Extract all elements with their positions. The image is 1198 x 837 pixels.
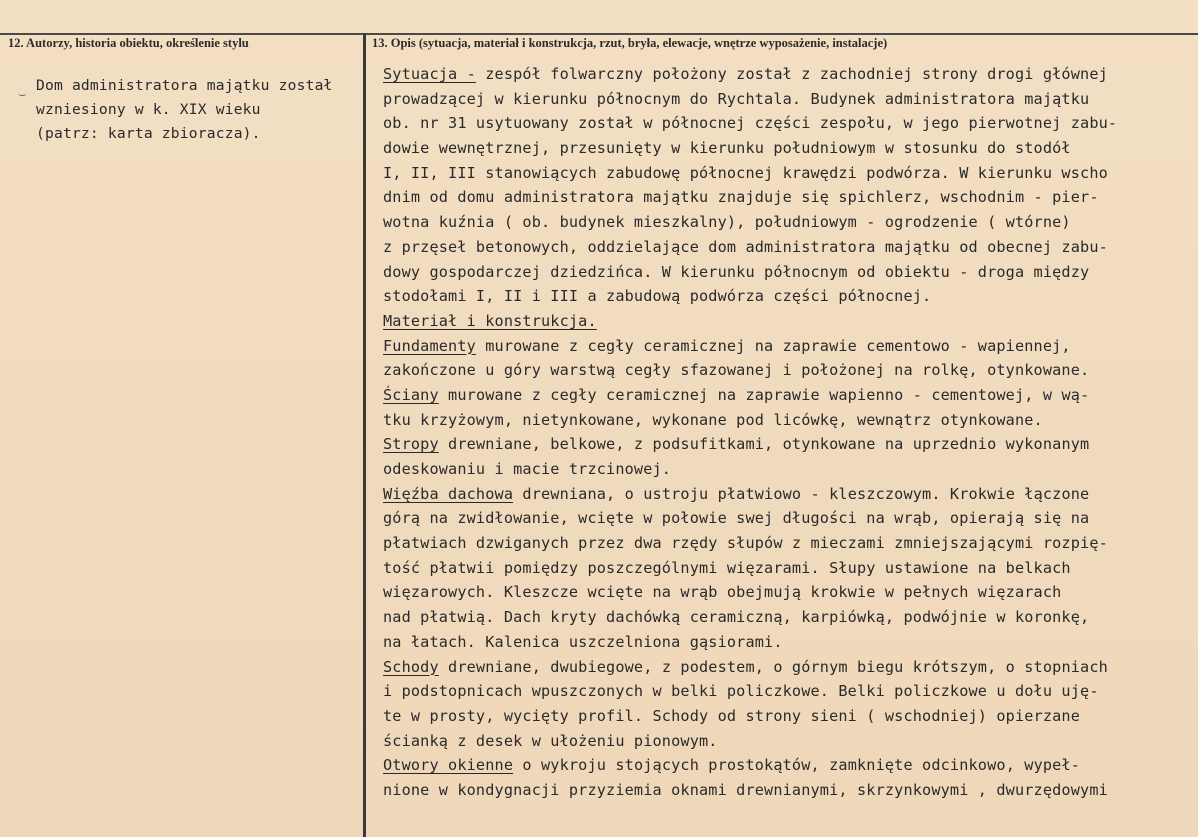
line-text: górą na zwidłowanie, wcięte w połowie swej długości na wrąb, opierają się na — [383, 509, 1090, 528]
line-text: z przęseł betonowych, oddzielające dom administratora majątku od obecnej zabu- — [383, 237, 1108, 256]
line-text: płatwiach dzwiganych przez dwa rzędy słupów z mieczami zmniejszającymi rozpię- — [383, 534, 1108, 553]
description-line — [383, 334, 1183, 359]
line-text: I, II, III stanowiących zabudowę północnej krawędzi podwórza. W kierunku wscho — [383, 163, 1108, 182]
line-text: tość płatwii pomiędzy poszczególnymi więzarami. Słupy ustawione na belkach — [383, 558, 1071, 577]
line-text: drewniane, dwubiegowe, z podestem, o górnym biegu krótszym, o stopniach — [438, 657, 1108, 676]
margin-mark: ‿ — [19, 84, 26, 97]
description-line — [383, 87, 1183, 112]
description-line — [383, 185, 1183, 210]
history-line: wzniesiony w k. XIX wieku — [36, 101, 261, 118]
description-line — [383, 309, 1183, 334]
line-text: tku krzyżowym, nietynkowane, wykonane pod licówkę, wewnątrz otynkowane. — [383, 410, 1043, 429]
description-line — [383, 556, 1183, 581]
description-line — [383, 506, 1183, 531]
line-text: nad płatwią. Dach kryty dachówką ceramiczną, karpiówką, podwójnie w koronkę, — [383, 608, 1090, 627]
description-line — [383, 161, 1183, 186]
description-line — [383, 753, 1183, 778]
underlined-heading: Materiał i konstrukcja. — [383, 311, 597, 330]
description-line — [383, 605, 1183, 630]
line-text: odeskowaniu i macie trzcinowej. — [383, 460, 672, 478]
line-text: i podstopnicach wpuszczonych w belki policzkowe. Belki policzkowe u dołu uję- — [383, 682, 1099, 701]
description-line — [383, 679, 1183, 704]
underlined-heading: Ściany — [383, 385, 439, 404]
description-line — [383, 136, 1183, 161]
description-line — [383, 778, 1183, 803]
top-rule — [0, 33, 1198, 35]
description-line — [383, 704, 1183, 729]
line-text: ob. nr 31 usytuowany został w północnej części zespołu, w jego pierwotnej zabu- — [383, 114, 1118, 133]
underlined-heading: Schody — [383, 657, 439, 676]
line-text: nione w kondygnacji przyziemia oknami drewnianymi, skrzynkowymi , dwurzędowymi — [383, 780, 1108, 799]
description-line — [383, 235, 1183, 260]
history-line: (patrz: karta zbioracza). — [36, 125, 261, 142]
line-text: prowadzącej w kierunku północnym do Rychtala. Budynek administratora majątku — [383, 89, 1090, 108]
line-text: wotna kuźnia ( ob. budynek mieszkalny), południowym - ogrodzenie ( wtórne) — [383, 213, 1071, 232]
line-text: więzarowych. Kleszcze wcięte na wrąb obejmują krokwie w pełnych więzarach — [383, 583, 1062, 602]
description-line — [383, 383, 1183, 408]
line-text: drewniane, belkowe, z podsufitkami, otynkowane na uprzednio wykonanym — [438, 435, 1090, 454]
description-line — [383, 655, 1183, 680]
description-line — [383, 580, 1183, 605]
underlined-heading: Otwory okienne — [383, 756, 514, 775]
description-line — [383, 457, 1183, 482]
description-text — [383, 62, 1183, 803]
history-text — [36, 74, 358, 146]
line-text: dnim od domu administratora majątku znajduje się spichlerz, wschodnim - pier- — [383, 188, 1099, 207]
description-line — [383, 729, 1183, 754]
line-text: te w prosty, wycięty profil. Schody od strony sieni ( wschodniej) opierzane — [383, 706, 1081, 725]
description-line — [383, 531, 1183, 556]
description-line — [383, 432, 1183, 457]
line-text: ścianką z desek w ułożeniu pionowym. — [383, 731, 718, 750]
description-line — [383, 62, 1183, 87]
line-text: o wykroju stojących prostokątów, zamknięte odcinkowo, wypeł- — [513, 756, 1081, 775]
line-text: zespół folwarczny położony został z zachodniej strony drogi głównej — [475, 65, 1108, 83]
description-line — [383, 358, 1183, 383]
line-text: dowy gospodarczej dziedzińca. W kierunku północnym od obiektu - droga między — [383, 262, 1090, 281]
description-line — [383, 111, 1183, 136]
description-line — [383, 630, 1183, 655]
description-line — [383, 210, 1183, 235]
section-13-header: 13. Opis (sytuacja, materiał i konstrukcja, rzut, bryła, elewacje, wnętrze wyposażenie, instalacje) — [372, 36, 888, 50]
section-12-header: 12. Autorzy, historia obiektu, określenie stylu — [8, 36, 249, 50]
line-text: na łatach. Kalenica uszczelniona gąsiorami. — [383, 632, 783, 651]
line-text: zakończone u góry warstwą cegły sfazowanej i położonej na rolkę, otynkowane. — [383, 361, 1090, 380]
line-text: murowane z cegły ceramicznej na zaprawie cementowo - wapiennej, — [475, 336, 1071, 355]
underlined-heading: Więźba dachowa — [383, 484, 514, 503]
description-line — [383, 482, 1183, 507]
description-line — [383, 284, 1183, 309]
underlined-heading: Fundamenty — [383, 336, 476, 355]
line-text: stodołami I, II i III a zabudową podwórza części północnej. — [383, 287, 932, 306]
line-text: dowie wewnętrznej, przesunięty w kierunku południowym w stosunku do stodół — [383, 139, 1071, 158]
line-text: murowane z cegły ceramicznej na zaprawie wapienno - cementowej, w wą- — [438, 385, 1090, 404]
description-line — [383, 408, 1183, 433]
description-line — [383, 260, 1183, 285]
underlined-heading: Stropy — [383, 435, 439, 454]
underlined-heading: Sytuacja - — [383, 65, 476, 83]
column-divider — [363, 33, 366, 837]
line-text: drewniana, o ustroju płatwiowo - kleszczowym. Krokwie łączone — [513, 484, 1090, 503]
history-line: Dom administratora majątku został — [36, 77, 333, 94]
